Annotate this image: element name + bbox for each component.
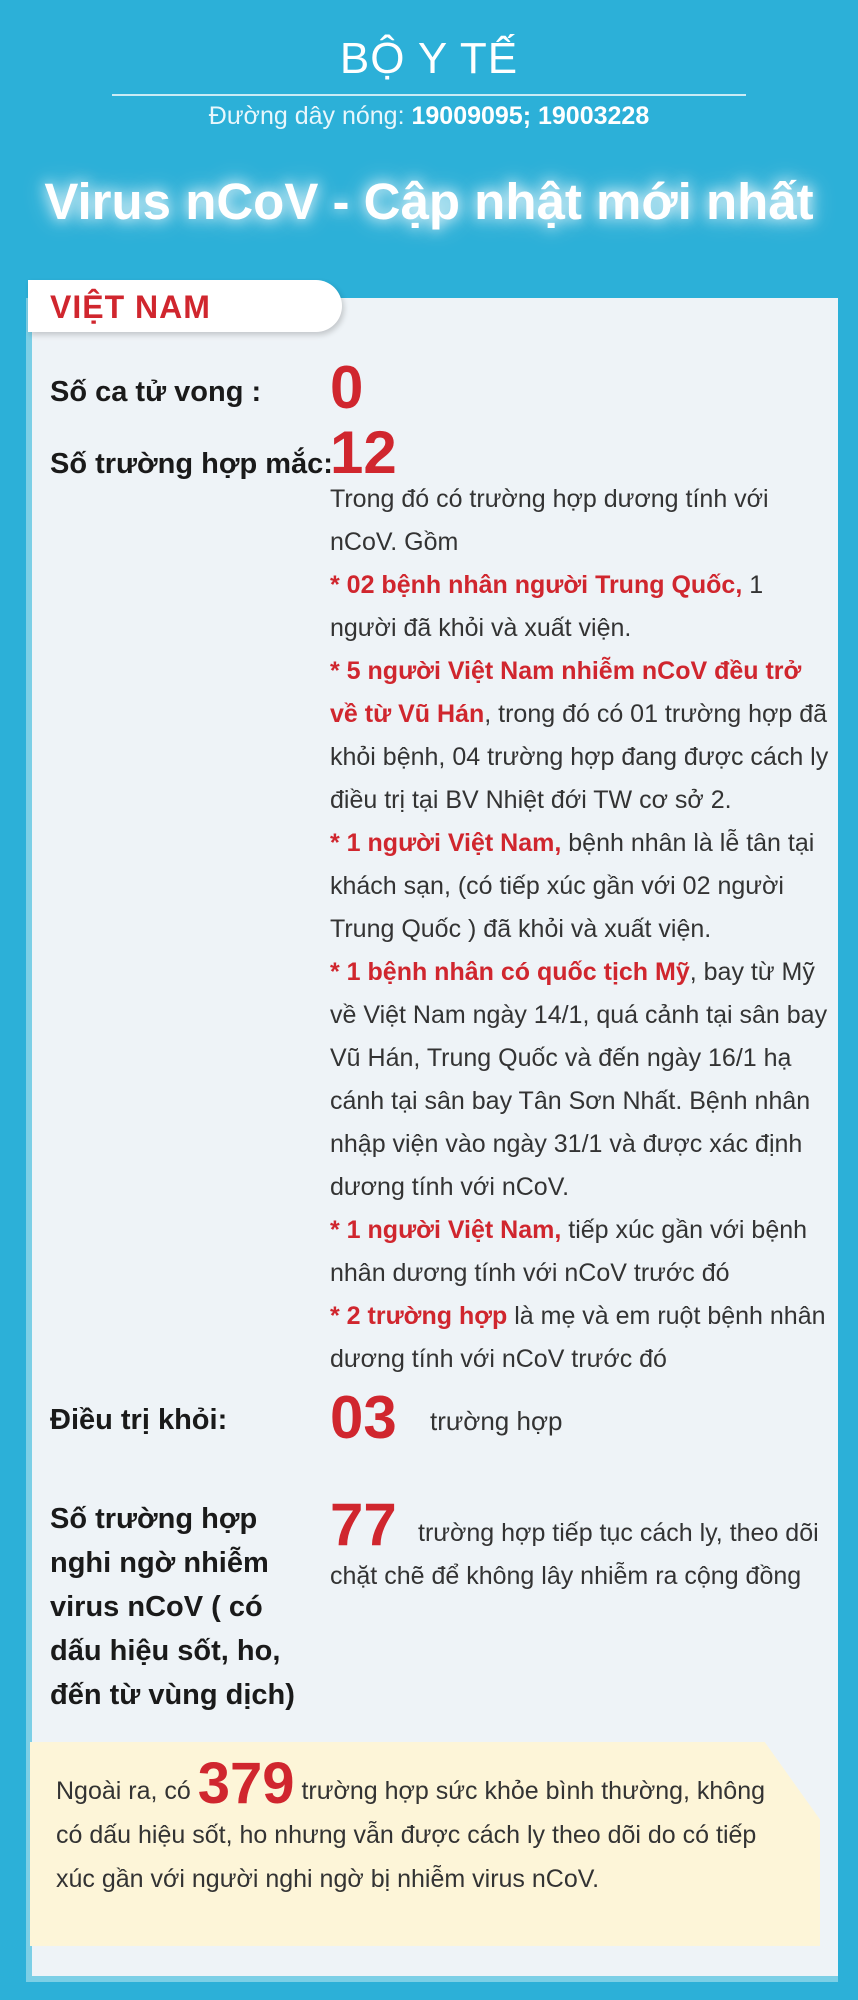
headline: Virus nCoV - Cập nhật mới nhất [44,173,814,230]
case-item-highlight: * 1 bệnh nhân có quốc tịch Mỹ [330,958,690,986]
cases-details [330,478,830,1381]
suspected-value: 77 [330,1491,397,1558]
organization-title: BỘ Y TẾ [339,34,519,83]
recovered-value: 03 [330,1384,397,1451]
case-item [330,650,830,822]
note-value: 379 [197,1751,295,1816]
recovered-label: Điều trị khỏi: [50,1404,228,1436]
recovered-unit: trường hợp [430,1406,563,1436]
case-item-highlight: * 5 người Việt Nam nhiễm nCoV đều trở về từ Vũ Hán [330,657,802,728]
hotline [0,102,858,131]
case-item-text: là mẹ và em ruột bệnh nhân dương tính với nCoV trước đó [330,1302,826,1373]
case-item-text: 1 người đã khỏi và xuất viện. [330,571,764,642]
country-name: VIỆT NAM [50,289,211,325]
case-item [330,1209,830,1295]
suspected-label: Số trường hợp nghi ngờ nhiễm virus nCoV ( có dấu hiệu sốt, ho, đến từ vùng dịch) [50,1503,295,1711]
case-item-text: , bay từ Mỹ về Việt Nam ngày 14/1, quá cảnh tại sân bay Vũ Hán, Trung Quốc và đến ngày 16/1 hạ cánh tại sân bay Tân Sơn Nhất. Bệnh nhân nhập viện vào ngày 31/1 và được xác định dương tính với nCoV. [330,958,828,1201]
hotline-label: Đường dây nóng: [208,102,405,130]
deaths-value: 0 [330,354,364,421]
case-item [330,951,830,1209]
case-item-highlight: * 2 trường hợp [330,1302,508,1330]
hotline-numbers: 19009095; 19003228 [411,102,650,130]
case-item-highlight: * 1 người Việt Nam, [330,1216,562,1244]
cases-intro: Trong đó có trường hợp dương tính với nCoV. Gồm [330,485,769,556]
note-text [56,1751,776,1901]
case-item-text: , trong đó có 01 trường hợp đã khỏi bệnh, 04 trường hợp đang được cách ly điều trị tại BV Nhiệt đới TW cơ sở 2. [330,700,829,814]
case-item-highlight: * 1 người Việt Nam, [330,829,562,857]
header-divider [112,94,746,96]
cases-value: 12 [330,419,397,486]
suspected-text: trường hợp tiếp tục cách ly, theo dõi chặt chẽ để không lây nhiễm ra cộng đồng [330,1519,819,1590]
deaths-label: Số ca tử vong : [50,376,262,408]
cases-label: Số trường hợp mắc: [50,448,333,480]
case-item-highlight: * 02 bệnh nhân người Trung Quốc, [330,571,743,599]
note-prefix: Ngoài ra, có [56,1777,191,1805]
case-item [330,564,830,650]
case-item-text: bệnh nhân là lễ tân tại khách sạn, (có tiếp xúc gần với 02 người Trung Quốc ) đã khỏi và xuất viện. [330,829,815,943]
case-item [330,822,830,951]
header [0,0,858,290]
note-body: trường hợp sức khỏe bình thường, không có dấu hiệu sốt, ho nhưng vẫn được cách ly theo dõi do có tiếp xúc gần với người nghi ngờ bị nhiễm virus nCoV. [56,1777,766,1893]
case-item-text: tiếp xúc gần với bệnh nhân dương tính với nCoV trước đó [330,1216,808,1287]
case-item [330,1295,830,1381]
country-tab [28,280,342,332]
